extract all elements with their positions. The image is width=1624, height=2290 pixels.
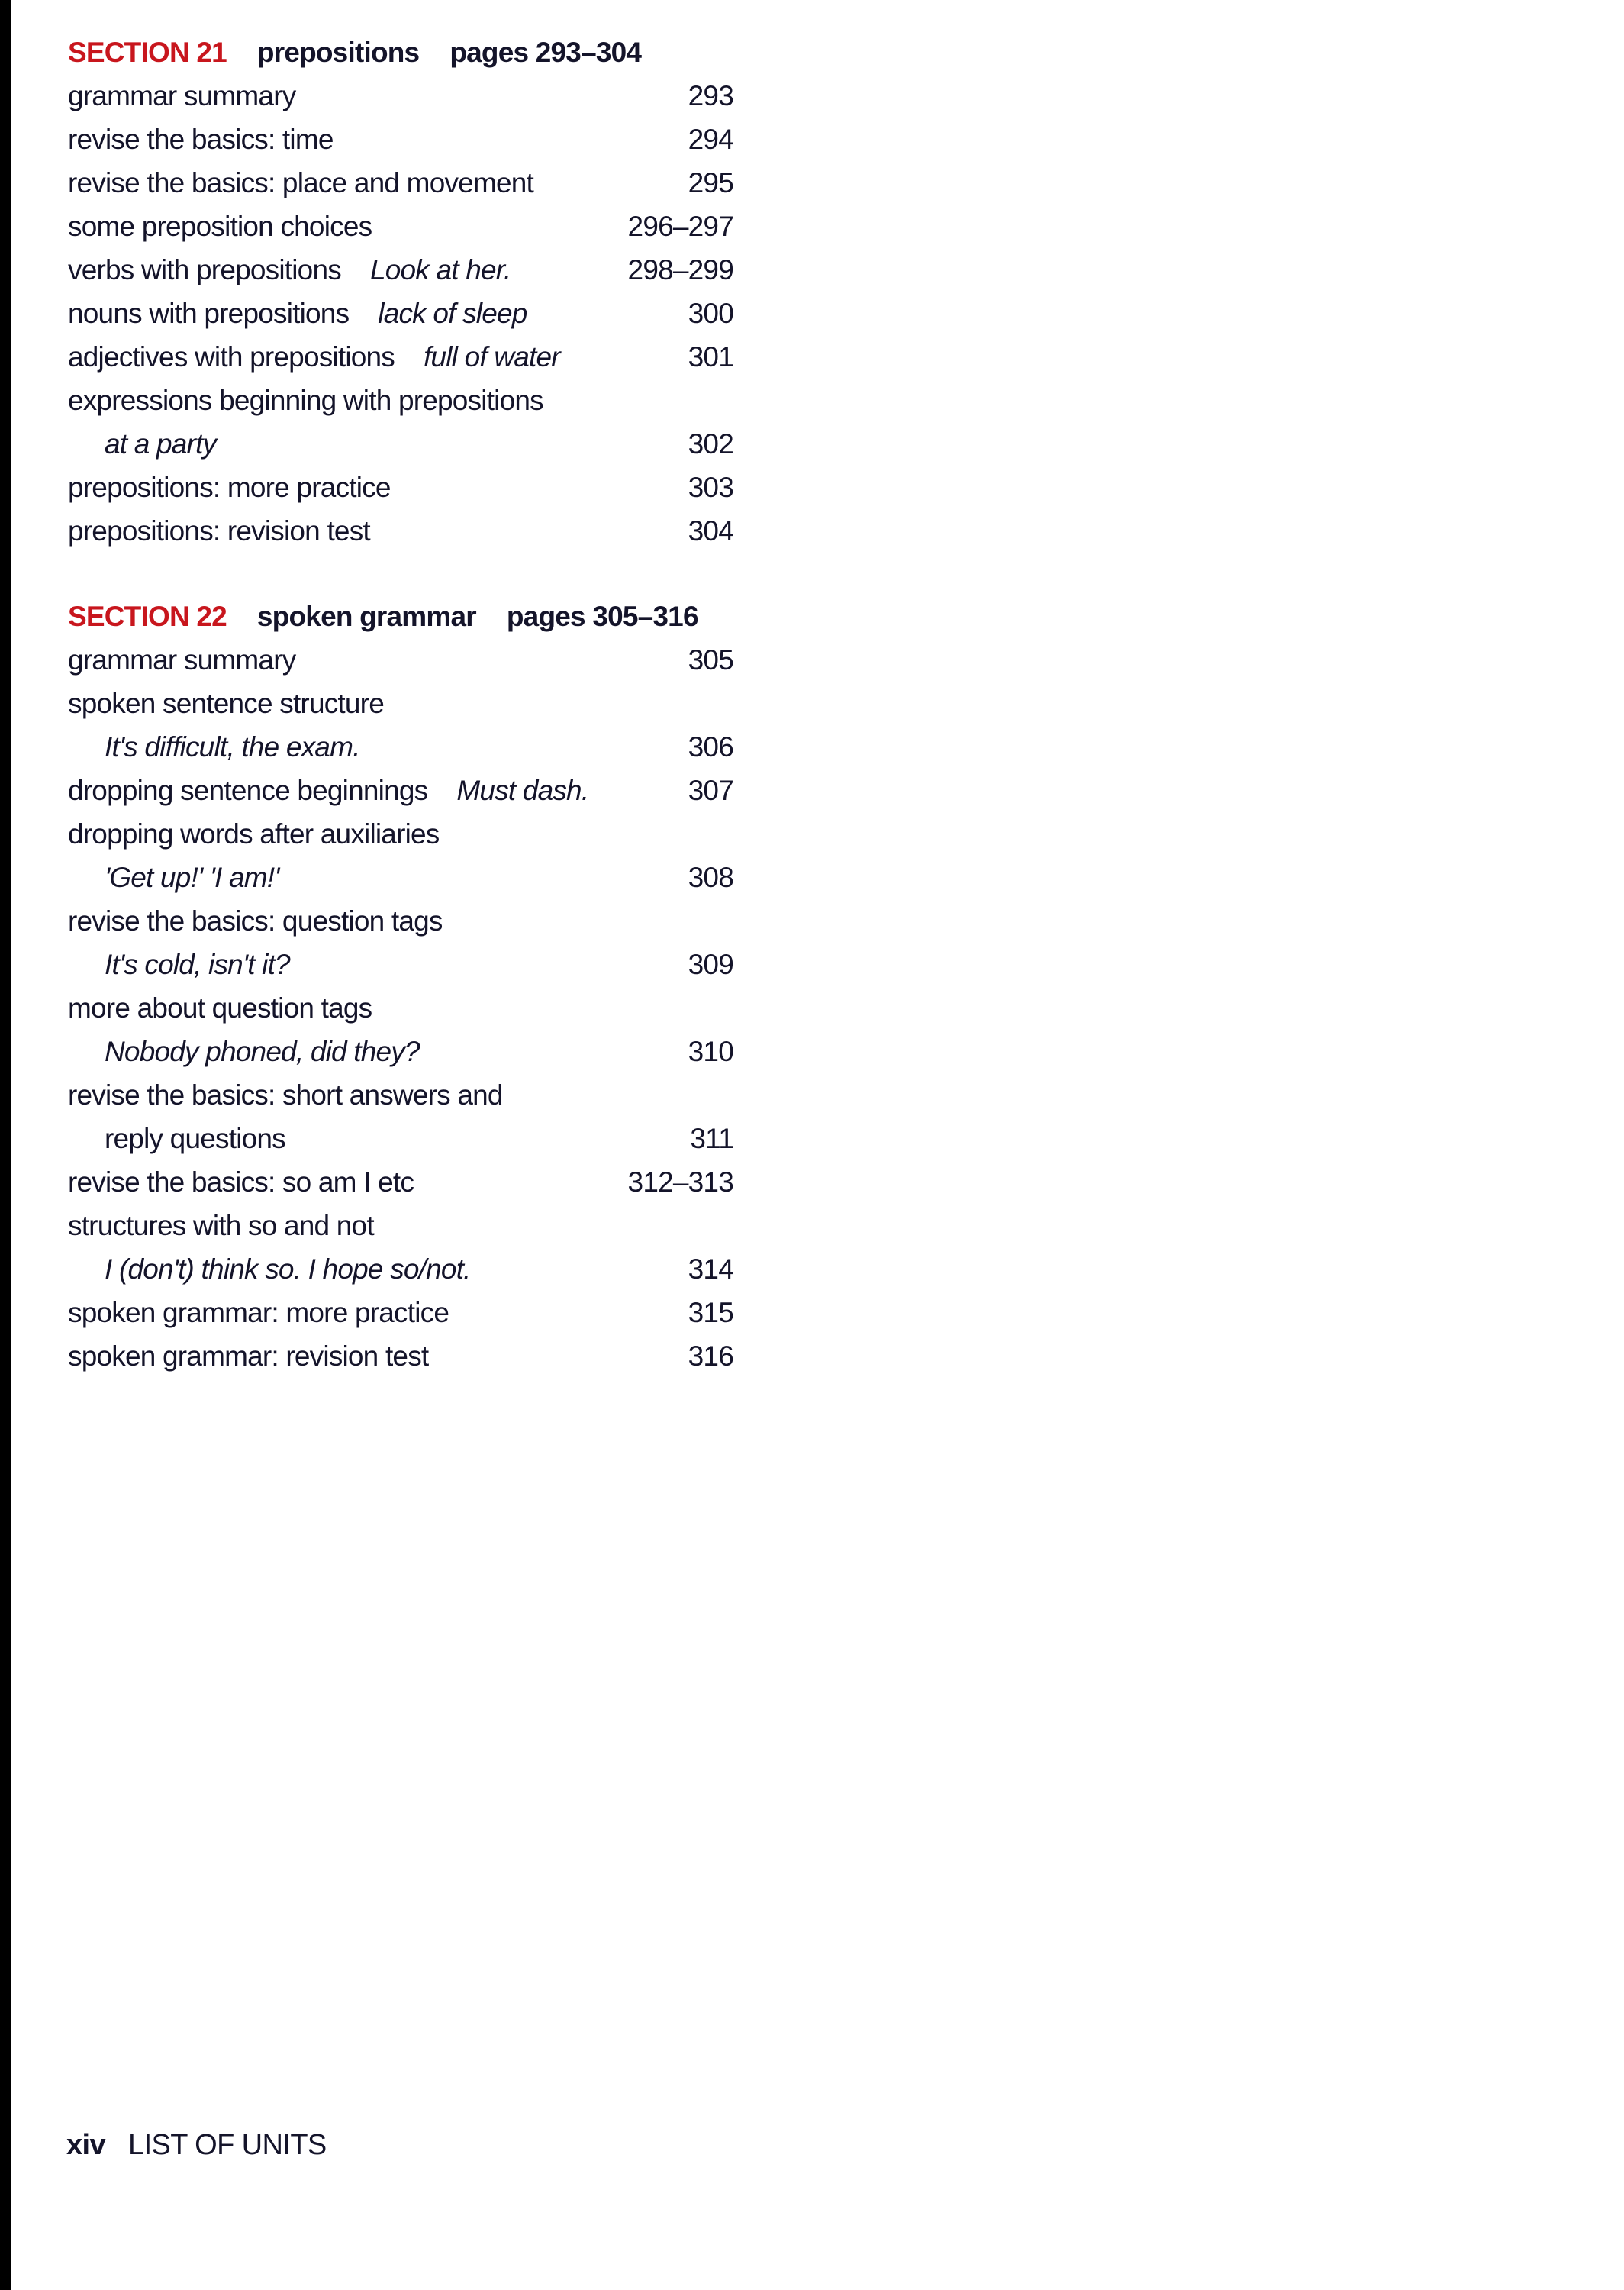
section-gap: [68, 553, 733, 595]
toc-entry: [68, 466, 733, 509]
toc-entry: [68, 986, 733, 1030]
toc-entry: [68, 1073, 733, 1117]
entry-page: 295: [688, 167, 733, 198]
entry-page: 303: [688, 472, 733, 503]
toc-entry: [68, 899, 733, 943]
toc-entry: [68, 335, 733, 379]
entry-subtitle: It's cold, isn't it?: [105, 949, 290, 980]
entry-page: 311: [690, 1123, 733, 1154]
entry-title: expressions beginning with prepositions: [68, 385, 543, 416]
entry-subtitle: at a party: [105, 428, 217, 460]
toc-entry: [68, 379, 733, 422]
section-header: [68, 31, 733, 74]
entry-title: more about question tags: [68, 992, 372, 1024]
page-number: xiv: [66, 2129, 106, 2161]
entry-title: revise the basics: time: [68, 124, 334, 155]
section-label: SECTION 22: [68, 601, 227, 632]
toc-entry-continuation: [68, 725, 733, 769]
toc-entry-continuation: [68, 856, 733, 899]
toc-entry-continuation: [68, 1247, 733, 1291]
entry-page: 314: [688, 1253, 733, 1285]
toc-entry: [68, 205, 733, 248]
page-footer: [66, 2126, 327, 2164]
toc-entry: [68, 812, 733, 856]
toc-entry: [68, 682, 733, 725]
entry-page: 305: [688, 644, 733, 676]
table-of-contents: [68, 31, 733, 1378]
entry-title: revise the basics: place and movement: [68, 167, 534, 198]
spacer: [588, 769, 688, 812]
entry-title: revise the basics: so am I etc: [68, 1166, 414, 1198]
entry-title: spoken sentence structure: [68, 688, 384, 719]
toc-entry: [68, 292, 733, 335]
entry-subtitle: I (don't) think so. I hope so/not.: [105, 1253, 471, 1285]
entry-page: 301: [688, 341, 733, 373]
entry-title: dropping words after auxiliaries: [68, 818, 440, 850]
toc-entry: [68, 638, 733, 682]
entry-title: some preposition choices: [68, 211, 372, 242]
toc-entry: [68, 118, 733, 161]
entry-page: 296–297: [627, 211, 733, 242]
toc-entry: [68, 248, 733, 292]
toc-entry-continuation: [68, 943, 733, 986]
entry-subtitle: It's difficult, the exam.: [105, 731, 360, 763]
entry-page: 308: [688, 862, 733, 893]
toc-entry: [68, 509, 733, 553]
toc-entry: [68, 161, 733, 205]
toc-entry: [68, 1291, 733, 1334]
entry-page: 300: [688, 298, 733, 329]
spacer: [527, 292, 688, 335]
entry-page: 316: [688, 1340, 733, 1372]
toc-entry: [68, 1204, 733, 1247]
entry-title: grammar summary: [68, 644, 296, 676]
footer-title: LIST OF UNITS: [128, 2129, 327, 2161]
entry-title: verbs with prepositions: [68, 254, 341, 285]
entry-page: 294: [688, 124, 733, 155]
section-name: prepositions: [256, 37, 420, 68]
entry-page: 315: [688, 1297, 733, 1328]
toc-entry: [68, 1334, 733, 1378]
entry-subtitle: Nobody phoned, did they?: [105, 1036, 420, 1067]
section-label: SECTION 21: [68, 37, 227, 68]
entry-page: 310: [688, 1036, 733, 1067]
entry-title: revise the basics: question tags: [68, 905, 443, 937]
entry-subtitle: 'Get up!' 'I am!': [105, 862, 279, 893]
entry-example: Look at her.: [369, 254, 511, 285]
entry-title: grammar summary: [68, 80, 296, 111]
entry-title: nouns with prepositions: [68, 298, 350, 329]
toc-entry: [68, 74, 733, 118]
section-pages: pages 305–316: [506, 601, 698, 632]
entry-title: dropping sentence beginnings: [68, 775, 428, 806]
scan-edge: [0, 0, 11, 2290]
section-name: spoken grammar: [256, 601, 476, 632]
entry-page: 312–313: [627, 1166, 733, 1198]
entry-example: full of water: [424, 341, 560, 373]
entry-page: 306: [688, 731, 733, 763]
spacer: [560, 335, 688, 379]
entry-title: structures with so and not: [68, 1210, 374, 1241]
entry-page: 302: [688, 428, 733, 460]
entry-page: 307: [688, 775, 733, 806]
entry-title: prepositions: revision test: [68, 515, 370, 547]
entry-example: lack of sleep: [378, 298, 527, 329]
entry-page: 309: [688, 949, 733, 980]
toc-entry-continuation: [68, 1117, 733, 1160]
spacer: [511, 248, 627, 292]
entry-page: 298–299: [627, 254, 733, 285]
entry-page: 304: [688, 515, 733, 547]
entry-subtitle: reply questions: [105, 1123, 285, 1154]
toc-entry: [68, 769, 733, 812]
entry-title: prepositions: more practice: [68, 472, 391, 503]
section-pages: pages 293–304: [450, 37, 642, 68]
entry-title: revise the basics: short answers and: [68, 1079, 503, 1111]
entry-page: 293: [688, 80, 733, 111]
entry-title: adjectives with prepositions: [68, 341, 395, 373]
toc-entry-continuation: [68, 422, 733, 466]
section-header: [68, 595, 733, 638]
entry-title: spoken grammar: more practice: [68, 1297, 450, 1328]
toc-entry: [68, 1160, 733, 1204]
entry-example: Must dash.: [456, 775, 589, 806]
toc-entry-continuation: [68, 1030, 733, 1073]
entry-title: spoken grammar: revision test: [68, 1340, 429, 1372]
